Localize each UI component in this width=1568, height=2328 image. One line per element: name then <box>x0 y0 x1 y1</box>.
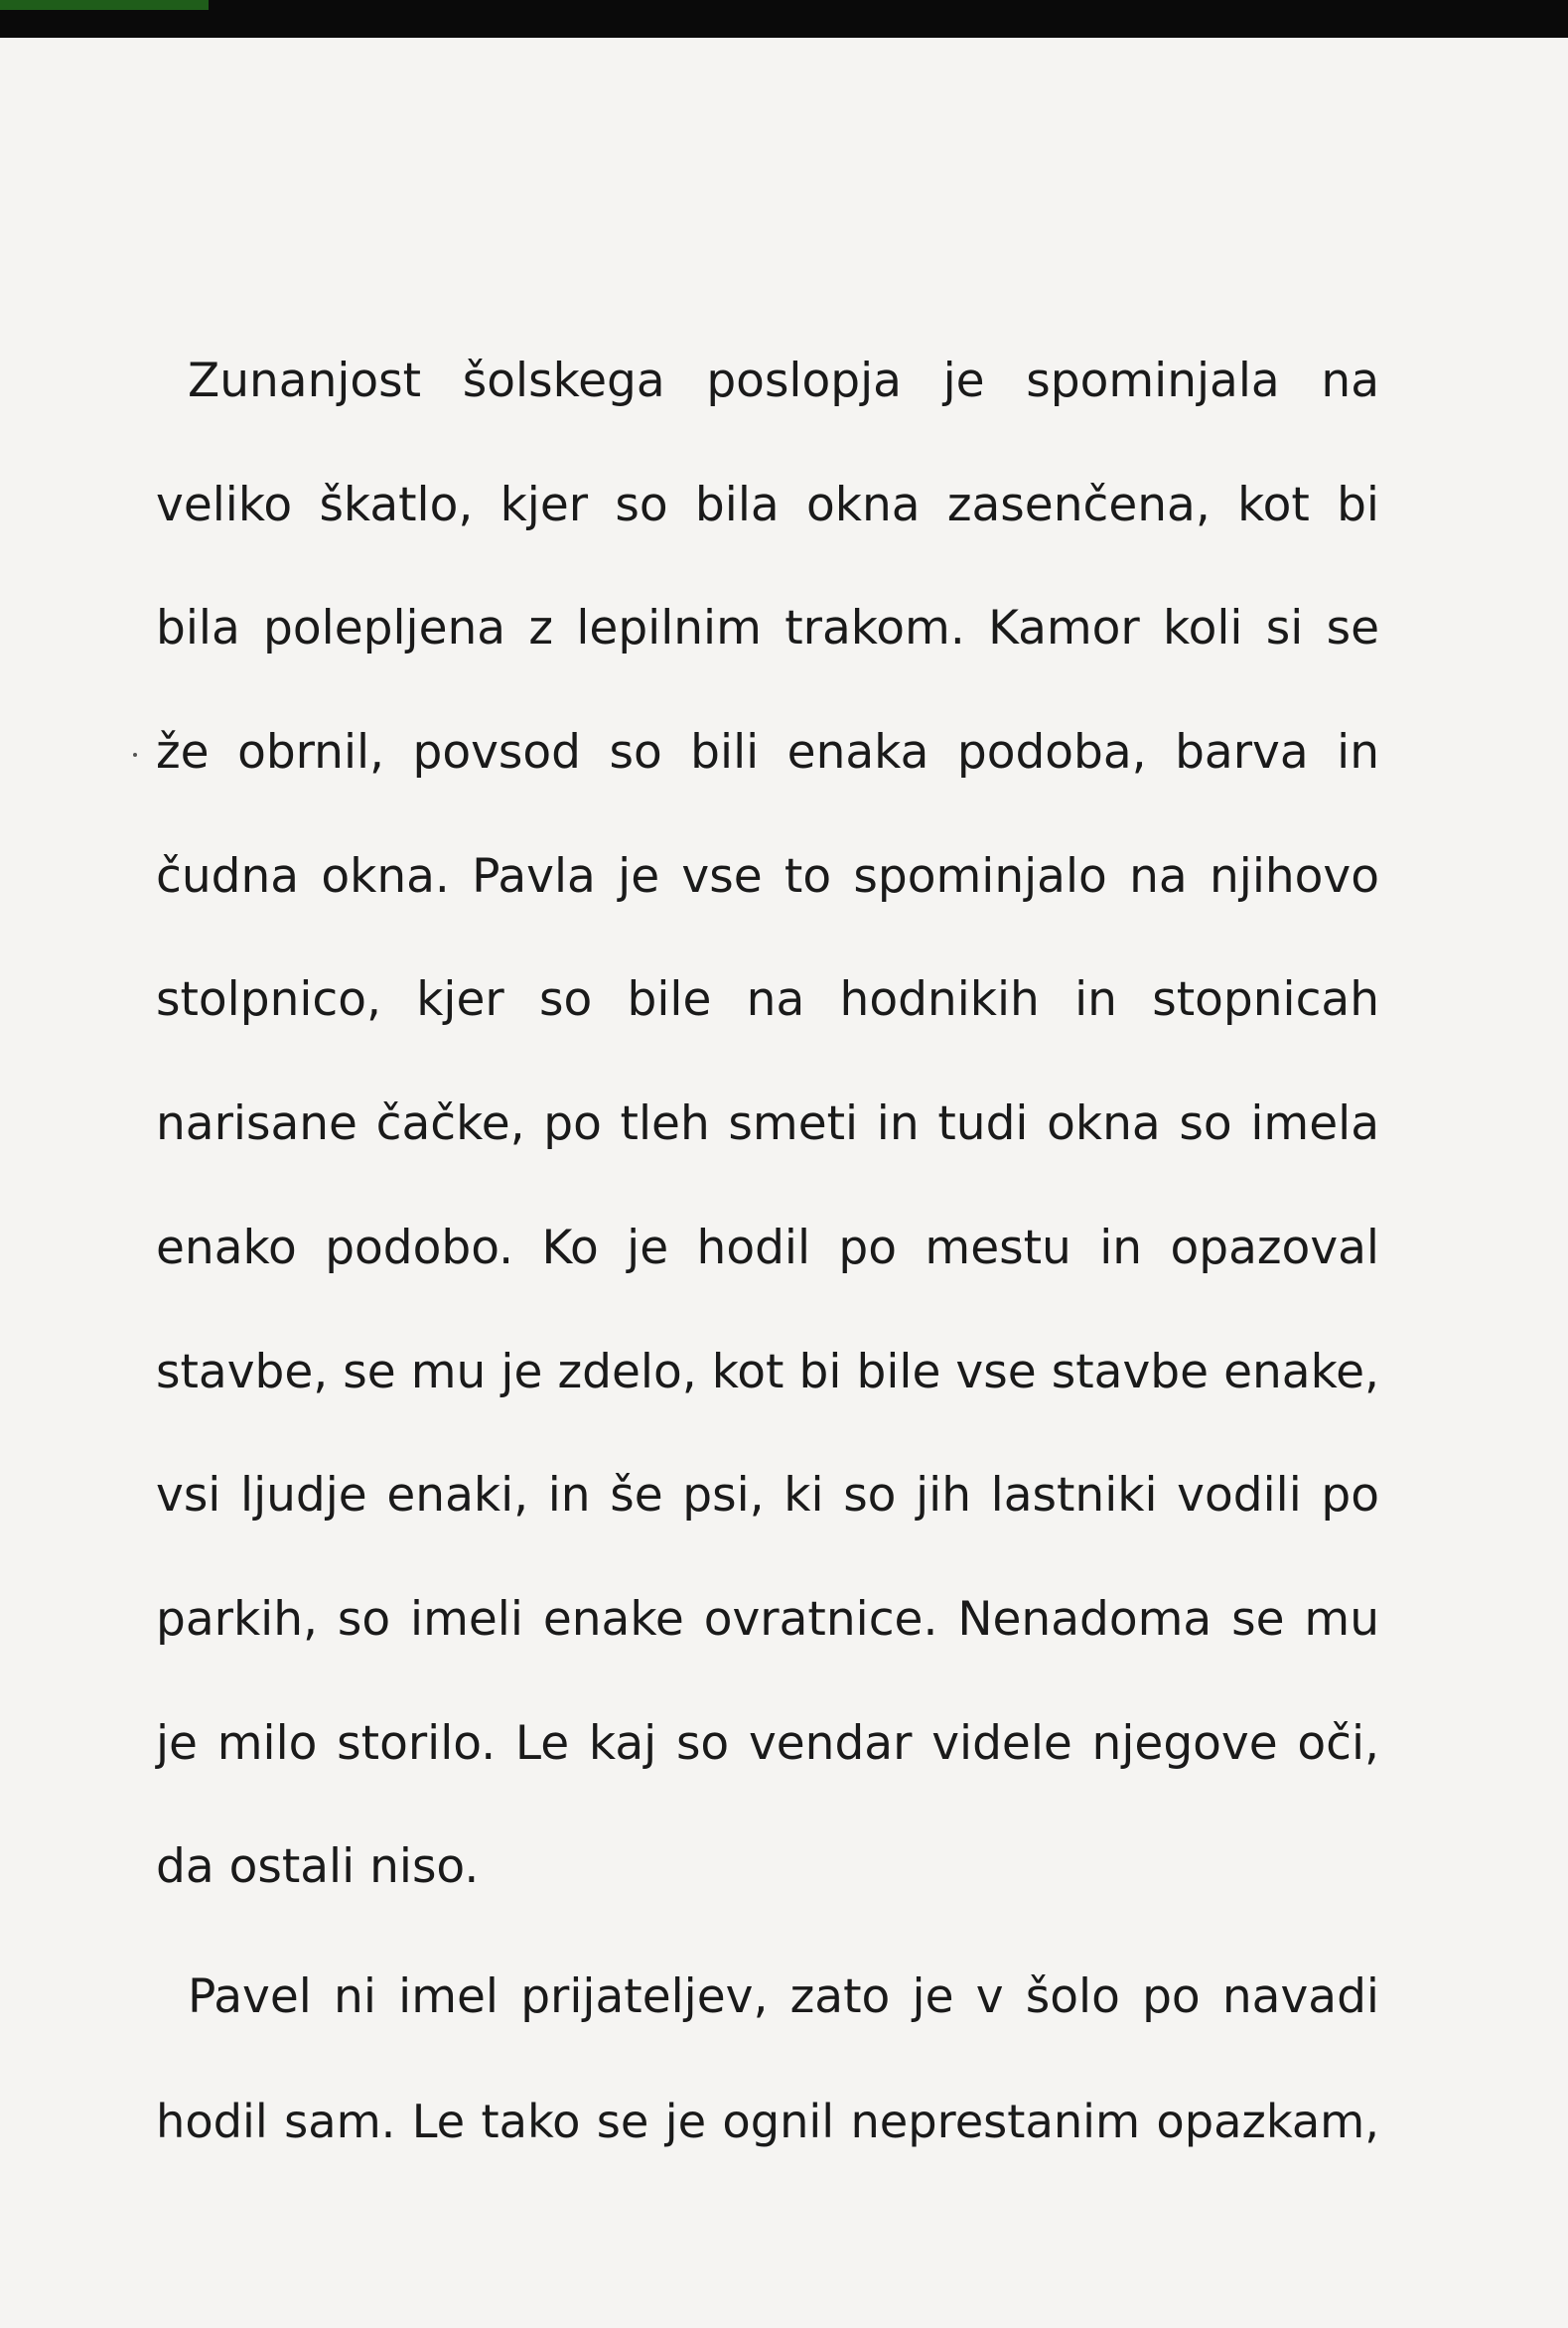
text-line: stolpnico, kjer so bile na hodnikih in stopnicah <box>156 972 1379 1028</box>
text-line: narisane čačke, po tleh smeti in tudi okna so imela <box>156 1096 1379 1152</box>
text-line: čudna okna. Pavla je vse to spominjalo na njihovo <box>156 848 1379 904</box>
body-text <box>156 320 1379 2183</box>
cover-edge-mark <box>0 0 209 10</box>
text-line: da ostali niso. <box>156 1839 480 1895</box>
text-line: že obrnil, povsod so bili enaka podoba, barva in <box>156 725 1379 781</box>
paragraph-1 <box>156 320 1379 1930</box>
paragraph-2 <box>156 1936 1379 2183</box>
text-line: je milo storilo. Le kaj so vendar videle njegove oči, <box>156 1715 1379 1771</box>
text-line: veliko škatlo, kjer so bila okna zasenčena, kot bi <box>156 477 1379 532</box>
text-line: parkih, so imeli enake ovratnice. Nenadoma se mu <box>156 1591 1379 1647</box>
text-line: Pavel ni imel prijateljev, zato je v šolo po navadi <box>188 1968 1379 2024</box>
text-line: bila polepljena z lepilnim trakom. Kamor koli si se <box>156 601 1379 656</box>
text-line: stavbe, se mu je zdelo, kot bi bile vse stavbe enake, <box>156 1344 1379 1399</box>
text-line: hodil sam. Le tako se je ognil neprestanim opazkam, <box>156 2094 1379 2148</box>
margin-speck <box>133 753 137 757</box>
text-line: vsi ljudje enaki, in še psi, ki so jih lastniki vodili po <box>156 1468 1379 1524</box>
text-line: enako podobo. Ko je hodil po mestu in opazoval <box>156 1220 1379 1275</box>
scan-top-edge <box>0 0 1568 38</box>
text-line: Zunanjost šolskega poslopja je spominjala na <box>188 354 1379 408</box>
